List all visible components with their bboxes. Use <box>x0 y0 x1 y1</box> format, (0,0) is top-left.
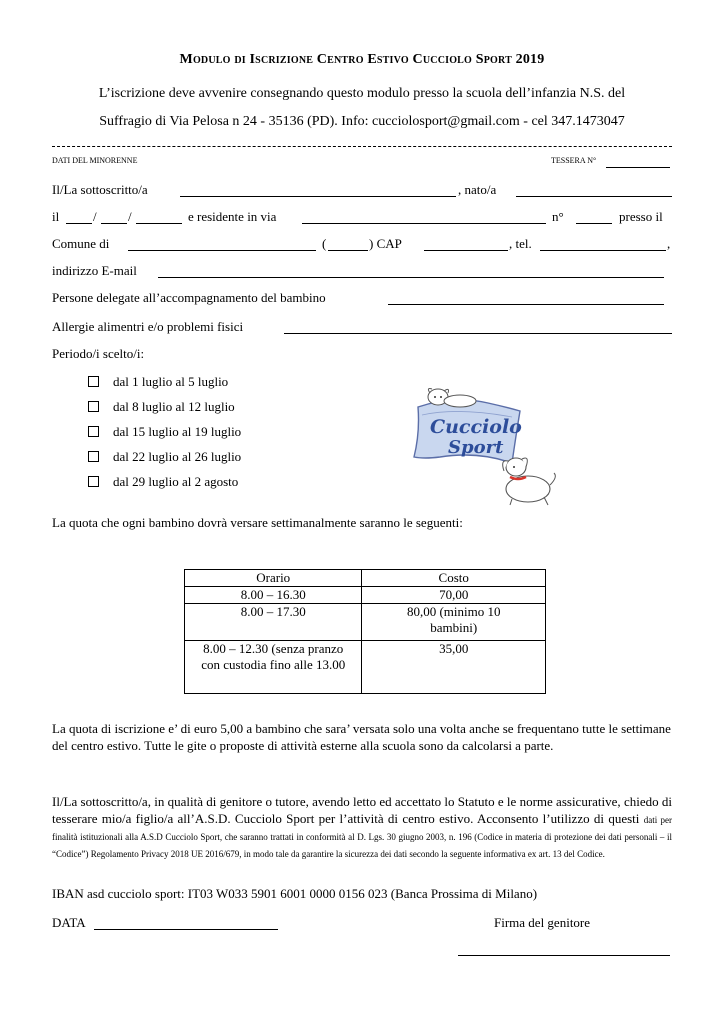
comma: , <box>667 236 671 251</box>
born-label: , nato/a <box>458 182 497 197</box>
birth-year-line[interactable] <box>136 223 182 224</box>
hours-header: Orario <box>185 570 362 587</box>
fee-intro: La quota che ogni bambino dovrà versare settimanalmente saranno le seguenti: <box>52 515 463 530</box>
province-open: ( <box>322 236 327 251</box>
allergies-label: Allergie alimentri e/o problemi fisici <box>52 319 244 334</box>
birth-month-line[interactable] <box>101 223 127 224</box>
slash-2: / <box>128 209 132 224</box>
hours-cell: 8.00 – 12.30 (senza pranzo con custodia fino alle 13.00 <box>185 641 362 694</box>
municipality-line[interactable] <box>128 250 316 251</box>
fee-table <box>184 569 546 694</box>
privacy-fine-print: dati per finalità istituzionali alla A.S.D Cucciolo Sport, che saranno trattati in conformità al D. Lgs. 30 giugno 2003, n. 196 (Codice in materia di protezione dei dati personali – il “Codice”) Regolamento Privacy 2018 UE 2016/679, in modo tale da garantire la sicurezza dei dati secondo la seguente informativa ex art. 13 del Codice. <box>52 815 672 859</box>
consent-main: Il/La sottoscritto/a, in qualità di genitore o tutore, avendo letto ed accettato lo Statuto e le norme assicurative, chiedo di tesserare mio/a figlio/a all’A.S.D. Cucciolo Sport per l’attività di centro estivo. Acconsento l’utilizzo di questi <box>52 794 672 826</box>
phone-label: , tel. <box>509 236 532 251</box>
postcode-line[interactable] <box>424 250 508 251</box>
house-number-line[interactable] <box>576 223 612 224</box>
card-number-line[interactable] <box>606 167 670 168</box>
checkbox-icon[interactable] <box>88 401 99 412</box>
iban-line: IBAN asd cucciolo sport: IT03 W033 5901 6001 0000 0156 023 (Banca Prossima di Milano) <box>52 886 538 901</box>
house-number-label: n° <box>552 209 564 224</box>
period-option-3[interactable] <box>88 424 241 440</box>
cost-cell: 35,00 <box>362 641 546 694</box>
section-minor-data: DATI DEL MINORENNE <box>52 156 138 165</box>
municipality-label: Comune di <box>52 236 110 251</box>
period-label: dal 15 luglio al 19 luglio <box>113 424 242 439</box>
delegates-label: Persone delegate all’accompagnamento del bambino <box>52 290 326 305</box>
checkbox-icon[interactable] <box>88 476 99 487</box>
hours-cell: 8.00 – 16.30 <box>185 587 362 604</box>
undersigned-label: Il/La sottoscritto/a <box>52 182 148 197</box>
logo-text-line-1: Cucciolo <box>430 416 522 438</box>
checkbox-icon[interactable] <box>88 451 99 462</box>
fee-table-header <box>185 570 546 587</box>
period-label: dal 22 luglio al 26 luglio <box>113 449 242 464</box>
checkbox-icon[interactable] <box>88 376 99 387</box>
table-row <box>185 587 546 604</box>
cost-header: Costo <box>362 570 546 587</box>
date-line[interactable] <box>94 929 278 930</box>
period-label: dal 29 luglio al 2 agosto <box>113 474 239 489</box>
table-row <box>185 604 546 641</box>
logo-text-line-2: Sport <box>448 437 504 458</box>
date-label: DATA <box>52 915 86 930</box>
intro-line-1: L’iscrizione deve avvenire consegnando questo modulo presso la scuola dell’infanzia N.S. del <box>98 86 626 101</box>
slash-1: / <box>93 209 97 224</box>
period-option-5[interactable] <box>88 474 238 490</box>
checkbox-icon[interactable] <box>88 426 99 437</box>
dashed-divider <box>52 146 672 147</box>
resident-label: e residente in via <box>188 209 277 224</box>
cucciolo-sport-logo <box>408 385 558 507</box>
at-label: presso il <box>619 209 663 224</box>
intro-line-2: Suffragio di Via Pelosa n 24 - 35136 (PD). Info: cucciolosport@gmail.com - cel 347.1473047 <box>99 114 625 129</box>
signature-label: Firma del genitore <box>494 915 591 930</box>
phone-line[interactable] <box>540 250 666 251</box>
signature-line[interactable] <box>458 955 670 956</box>
delegates-line[interactable] <box>388 304 664 305</box>
province-line[interactable] <box>328 250 368 251</box>
period-label: dal 1 luglio al 5 luglio <box>113 374 229 389</box>
postcode-label: ) CAP <box>369 236 402 251</box>
consent-text <box>52 793 672 861</box>
period-option-4[interactable] <box>88 449 241 465</box>
table-row <box>185 641 546 694</box>
card-number-label: TESSERA N° <box>551 156 597 165</box>
period-option-1[interactable] <box>88 374 228 390</box>
allergies-line[interactable] <box>284 333 672 334</box>
email-label: indirizzo E-mail <box>52 263 137 278</box>
registration-fee-text: La quota di iscrizione e’ di euro 5,00 a bambino che sara’ versata solo una volta anche se frequentano tutte le settimane del centro estivo. Tutte le gite o proposte di attività esterne alla scuola sono da calcolarsi a parte. <box>52 721 671 753</box>
form-title: Modulo di Iscrizione Centro Estivo Cucciolo Sport 2019 <box>179 52 545 67</box>
period-option-2[interactable] <box>88 399 235 415</box>
periods-label: Periodo/i scelto/i: <box>52 346 145 361</box>
street-line[interactable] <box>302 223 546 224</box>
cost-cell: 70,00 <box>362 587 546 604</box>
undersigned-name-line[interactable] <box>180 196 456 197</box>
period-label: dal 8 luglio al 12 luglio <box>113 399 235 414</box>
cost-cell: 80,00 (minimo 10 bambini) <box>362 604 546 641</box>
date-of-birth-label: il <box>52 209 60 224</box>
birthplace-line[interactable] <box>516 196 672 197</box>
hours-cell: 8.00 – 17.30 <box>185 604 362 641</box>
birth-day-line[interactable] <box>66 223 92 224</box>
email-line[interactable] <box>158 277 664 278</box>
